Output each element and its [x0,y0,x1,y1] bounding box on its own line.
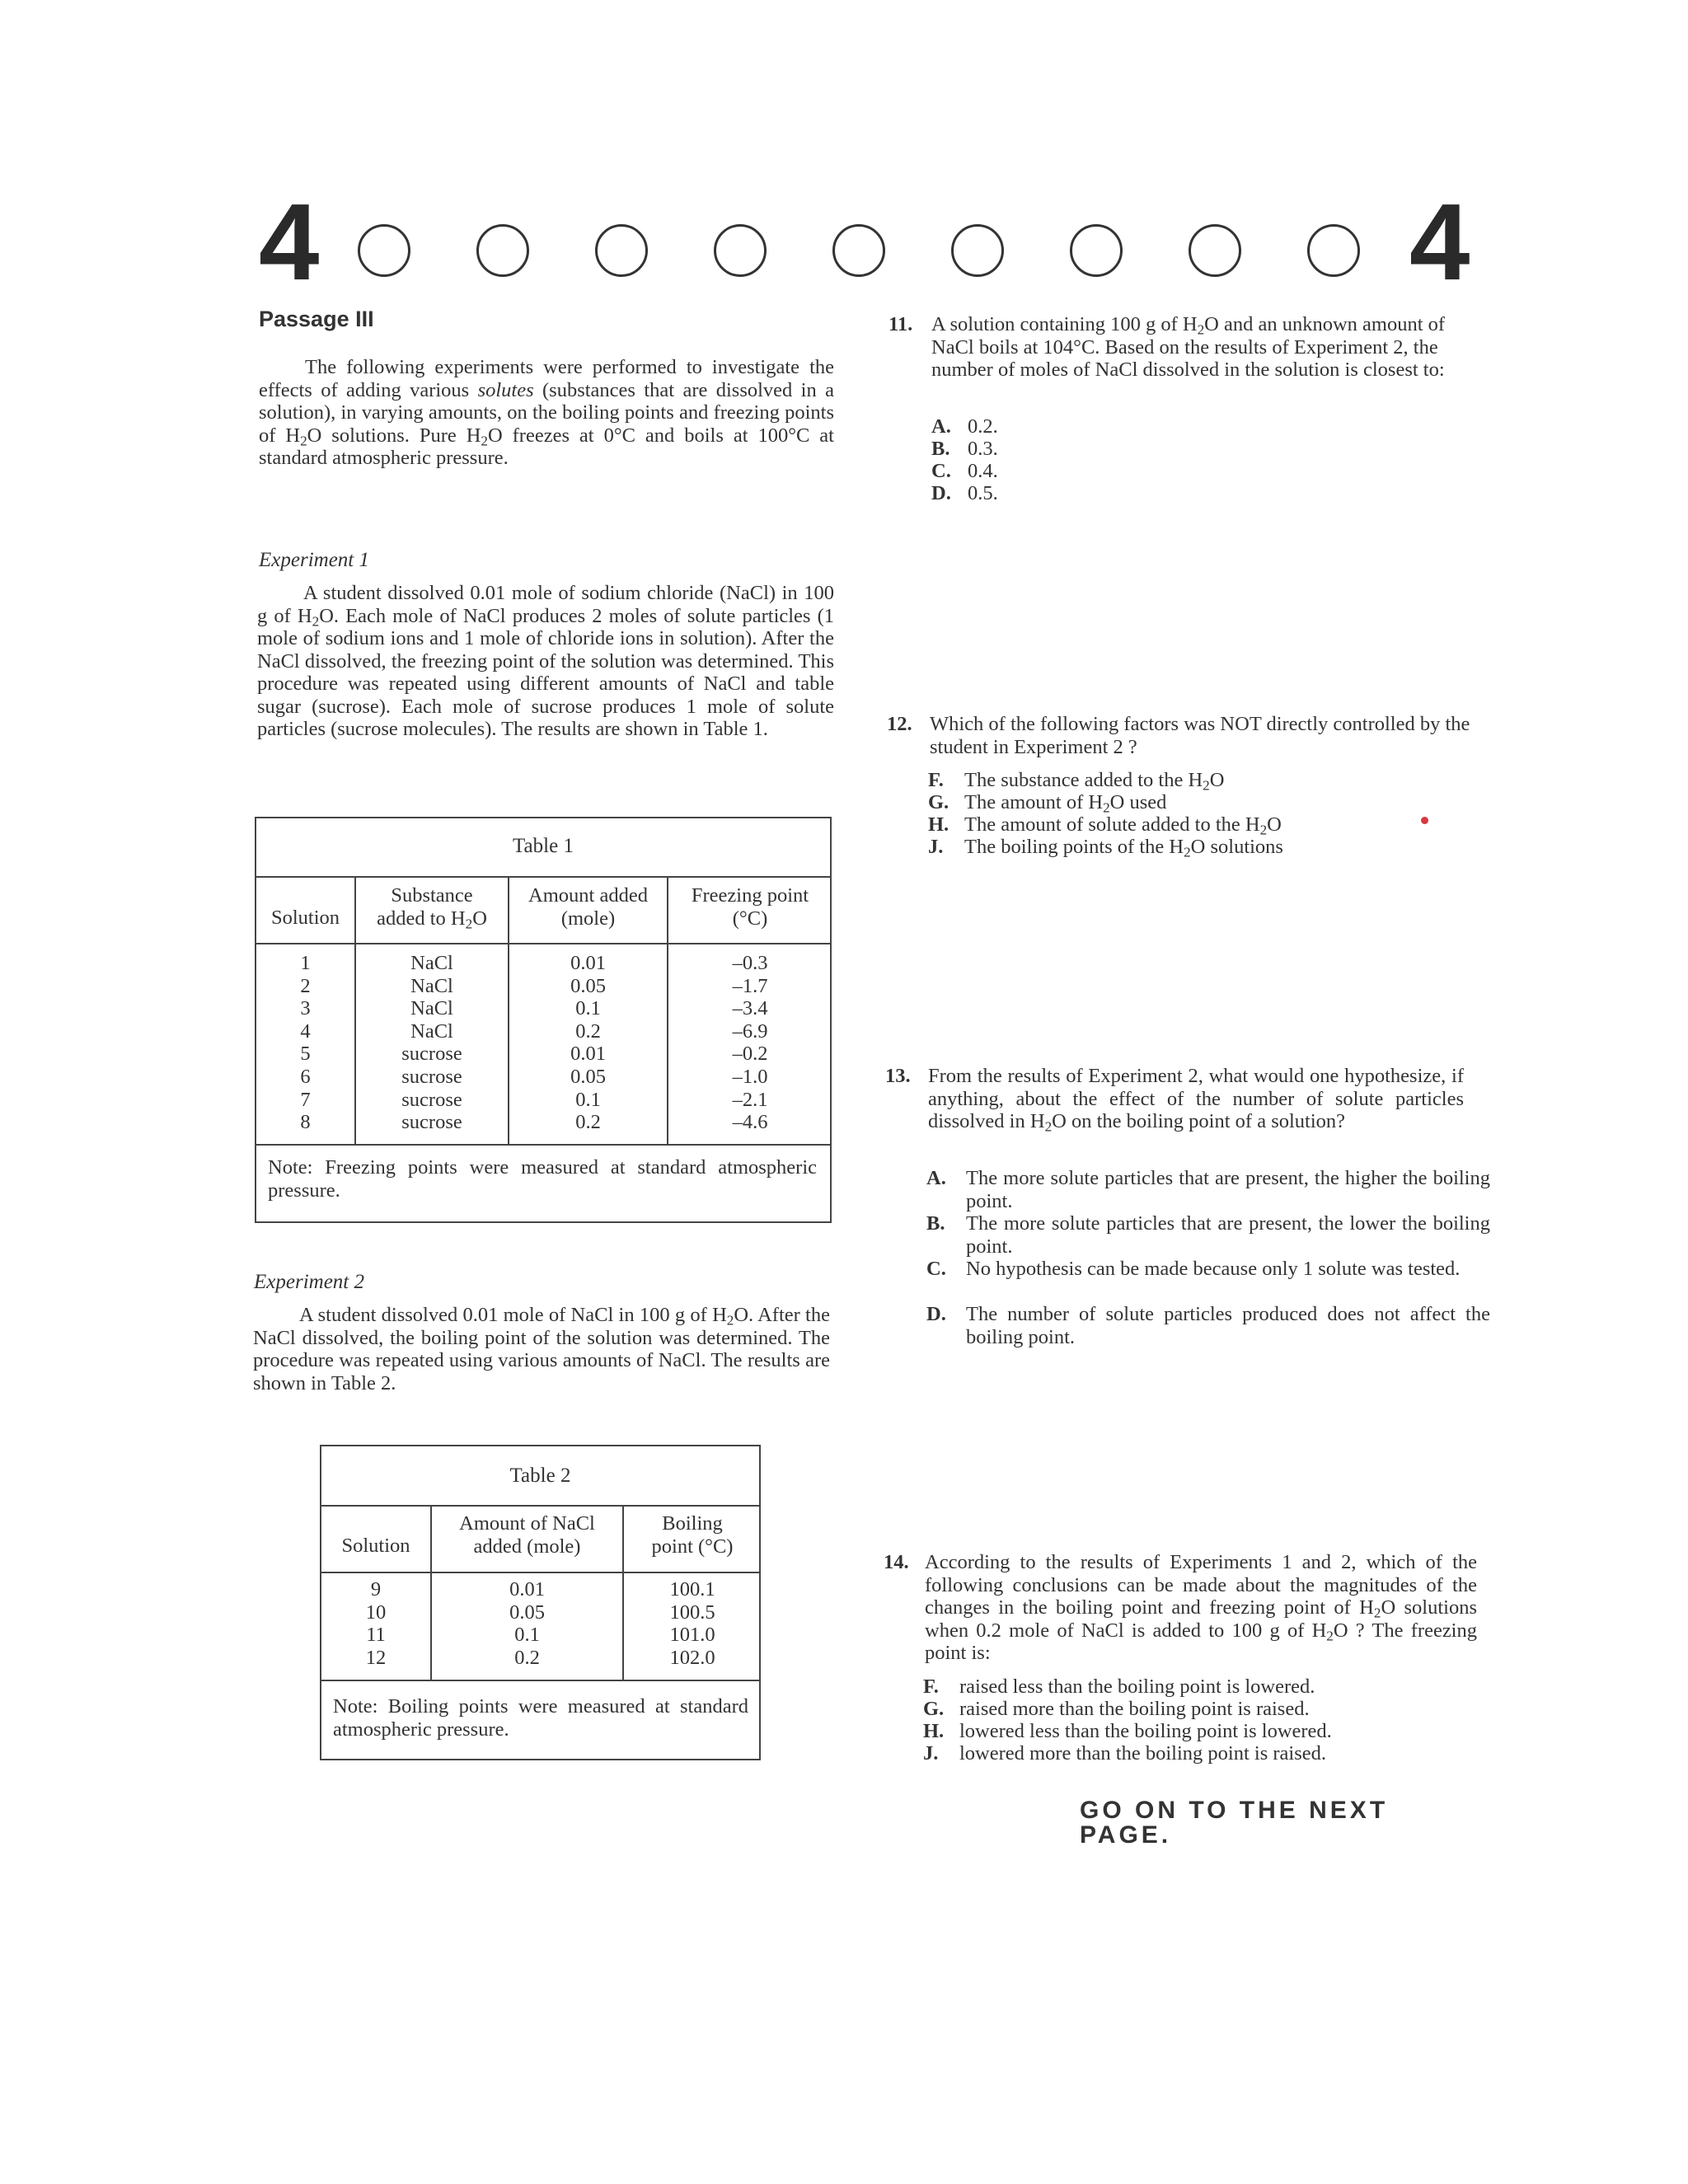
table-cell: 0.01 [570,1043,606,1066]
passage-intro: The following experiments were performed to investigate the effects of adding various solutes (substances that are dissolved in a solution), in varying amounts, on the boiling points and freezing points of $H_2O$ solutions. Pure $H_2O$ freezes at 0°C and boils at 100°C at standard atmospheric pressure. [259,356,834,469]
table2-header-solution: Solution [341,1535,410,1557]
table-cell: –6.9 [732,1019,768,1043]
answer-option[interactable]: F. The substance added to the $H_2O$ [928,769,1225,794]
table-rule [256,1144,830,1146]
section-number-right: 4 [1409,181,1470,302]
passage-title: Passage III [259,307,374,331]
table1-header-solution: Solution [270,907,340,929]
table-cell: 6 [300,1065,311,1088]
table-cell: 0.2 [575,1019,601,1043]
table-cell: 0.1 [575,1088,601,1111]
question-number: 12. [887,713,912,735]
answer-option[interactable]: A. The more solute particles that are present, the higher the boiling point. [926,1167,1490,1212]
question-text: From the results of Experiment 2, what would one hypothesize, if anything, about the effect of the number of solute particles dissolved in $H_2O$ on the boiling point of a solution? [928,1065,1464,1135]
question-text: According to the results of Experiments 1 and 2, which of the following conclusions can be made about the magnitudes of the changes in the boiling point and freezing point of $H_2O$ solutions when 0.2 mole of NaCl is added to 100 g of $H_2O$ ? The freezing point is: [925,1551,1477,1664]
question-number: 13. [885,1065,911,1087]
table-cell: NaCl [410,997,453,1020]
table2-header-amount: Amount of NaCl added (mole) [459,1512,595,1558]
table-cell: 0.1 [514,1624,540,1647]
table1-col-amount [509,952,667,1134]
answer-option[interactable]: J. lowered more than the boiling point is raised. [923,1742,1326,1765]
header-circle-icon [1070,224,1123,277]
table-rule [256,876,830,878]
answer-option[interactable]: J. The boiling points of the $H_2O$ solutions [928,836,1283,860]
table-rule [256,943,830,944]
table-cell: –1.0 [732,1065,768,1088]
answer-option[interactable]: B. 0.3. [931,438,998,460]
experiment1-text: A student dissolved 0.01 mole of sodium chloride (NaCl) in 100 g of $H_2O$. Each mole of NaCl produces 2 moles of solute particles (1 mole of sodium ions and 1 mole of chloride ions in solution). After the NaCl dissolved, the freezing point of the solution was determined. This procedure was repeated using different amounts of NaCl and table sugar (sucrose). Each mole of sucrose produces 1 mole of solute particles (sucrose molecules). The results are shown in Table 1. [257,582,834,740]
answer-option[interactable]: B. The more solute particles that are present, the lower the boiling point. [926,1212,1490,1258]
answer-option[interactable]: D. The number of solute particles produced does not affect the boiling point. [926,1303,1490,1348]
table-cell: 0.01 [570,952,606,974]
table-1 [255,817,832,1223]
header-circle-icon [358,224,410,277]
table-cell: 101.0 [669,1624,715,1647]
table2-header-boiling: Boiling point (°C) [651,1512,734,1558]
header-circle-icon [951,224,1004,277]
question-14 [884,1551,1477,1671]
table-cell: 2 [300,974,311,997]
answer-option[interactable]: C. No hypothesis can be made because only 1 solute was tested. [926,1258,1461,1280]
answer-option[interactable]: G. The amount of $H_2O$ used [928,791,1167,816]
table-cell: NaCl [410,974,453,997]
table2-col-amount [432,1578,622,1669]
section-number: 4 [259,181,320,302]
answer-option[interactable]: D. 0.5. [931,482,998,504]
table-cell: –4.6 [732,1111,768,1134]
table-cell: 0.2 [575,1111,601,1134]
table-cell: sucrose [401,1043,462,1066]
header-circle-icon [1189,224,1241,277]
question-12 [887,713,1470,762]
table2-note: Note: Boiling points were measured at standard atmospheric pressure. [333,1695,748,1741]
table1-col-freezing [668,952,832,1134]
answer-option[interactable]: G. raised more than the boiling point is raised. [923,1698,1310,1720]
experiment2-heading: Experiment 2 [254,1271,364,1293]
table-cell: 7 [300,1088,311,1111]
answer-option[interactable]: H. lowered less than the boiling point is lowered. [923,1720,1332,1742]
table-cell: NaCl [410,1019,453,1043]
table-cell: 100.5 [669,1601,715,1624]
table-cell: 3 [300,997,311,1020]
table-cell: 4 [300,1019,311,1043]
table1-note: Note: Freezing points were measured at standard atmospheric pressure. [268,1156,817,1202]
answer-option[interactable]: H. The amount of solute added to the $H_2O$ [928,813,1282,838]
experiment2-text: A student dissolved 0.01 mole of NaCl in 100 g of $H_2O$. After the NaCl dissolved, the boiling point of the solution was determined. The procedure was repeated using various amounts of NaCl. The results are shown in Table 2. [253,1304,830,1394]
table-cell: 0.01 [509,1578,545,1601]
table-cell: –3.4 [732,997,768,1020]
table-cell: –0.3 [732,952,768,974]
table-rule [321,1680,759,1681]
table-cell: 9 [370,1578,382,1601]
table-cell: 100.1 [669,1578,715,1601]
table1-header-freezing: Freezing point (°C) [691,884,809,930]
table-cell: 0.05 [509,1601,545,1624]
answer-option[interactable]: F. raised less than the boiling point is lowered. [923,1675,1315,1698]
answer-option[interactable]: A. 0.2. [931,415,998,438]
table-cell: 0.2 [514,1646,540,1669]
table1-header-amount: Amount added (mole) [528,884,648,930]
question-number: 11. [889,313,913,335]
answer-option[interactable]: C. 0.4. [931,460,998,482]
table-rule [321,1505,759,1507]
table-cell: sucrose [401,1088,462,1111]
table-cell: 0.05 [570,1065,606,1088]
table1-col-substance [356,952,508,1134]
table2-col-solution [321,1578,430,1669]
go-on-footer: GO ON TO THE NEXT PAGE. [1080,1797,1389,1849]
table-cell: –0.2 [732,1043,768,1066]
question-number: 14. [884,1551,909,1573]
table-cell: 12 [365,1646,387,1669]
table-cell: sucrose [401,1065,462,1088]
table1-header-substance: Substance added to $H_2O$ [377,884,487,931]
header-circle-icon [476,224,529,277]
table1-col-solution [256,952,354,1134]
table-cell: NaCl [410,952,453,974]
red-mark-icon [1421,817,1428,824]
table-cell: 0.1 [575,997,601,1020]
table-2 [320,1445,761,1760]
table-cell: –1.7 [732,974,768,997]
table2-col-boiling [624,1578,761,1669]
header-circle-icon [714,224,767,277]
table-cell: sucrose [401,1111,462,1134]
header-circle-icon [1307,224,1360,277]
table-cell: 10 [365,1601,387,1624]
table-rule [321,1572,759,1573]
table-cell: 0.05 [570,974,606,997]
question-text: Which of the following factors was NOT directly controlled by the student in Experiment 2 ? [930,713,1470,758]
question-text: A solution containing 100 g of $H_2O$ and an unknown amount of NaCl boils at 104°C. Based on the results of Experiment 2, the number of moles of NaCl dissolved in the solution is closest to: [931,313,1446,381]
table-cell: 1 [300,952,311,974]
table1-caption: Table 1 [513,835,574,857]
table-cell: –2.1 [732,1088,768,1111]
question-13 [885,1065,1464,1162]
header-circle-icon [832,224,885,277]
table-cell: 5 [300,1043,311,1066]
question-11 [889,313,1446,410]
table-cell: 102.0 [669,1646,715,1669]
experiment1-heading: Experiment 1 [259,549,369,571]
table2-caption: Table 2 [509,1465,571,1487]
table-cell: 11 [366,1624,386,1647]
table-cell: 8 [300,1111,311,1134]
header-circle-icon [595,224,648,277]
